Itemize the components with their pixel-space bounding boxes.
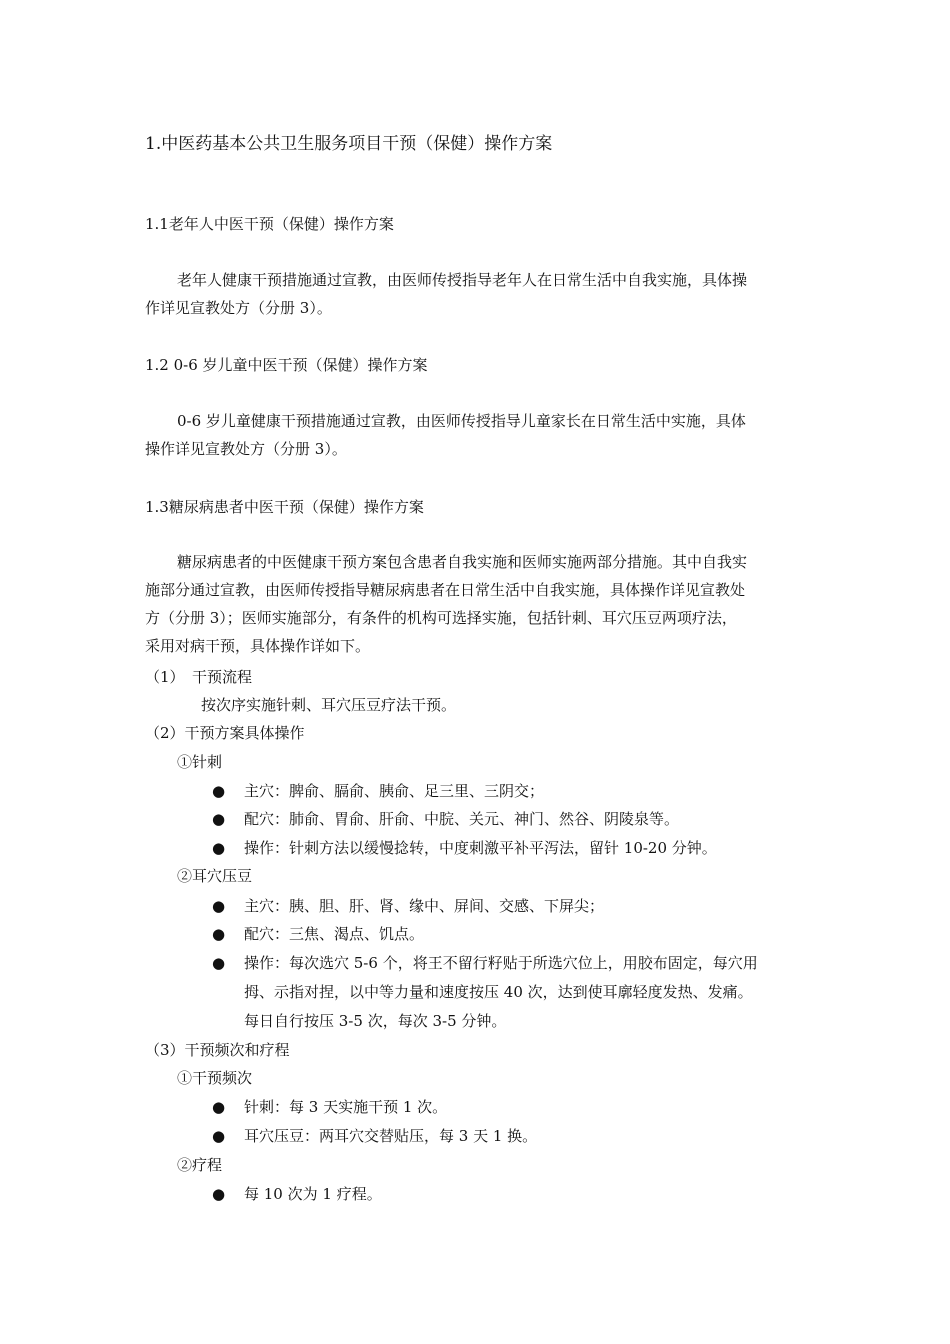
bullet-icon: ● bbox=[212, 954, 226, 972]
paragraph-line: 按次序实施针刺、耳穴压豆疗法干预。 bbox=[201, 696, 457, 714]
list-subheading: ②疗程 bbox=[177, 1156, 223, 1174]
bullet-icon: ● bbox=[212, 925, 226, 943]
list-item: 针刺：每 3 天实施干预 1 次。 bbox=[244, 1098, 448, 1116]
bullet-icon: ● bbox=[212, 810, 226, 828]
list-heading: （3）干预频次和疗程 bbox=[145, 1041, 290, 1059]
list-item: 主穴：脾俞、膈俞、胰俞、足三里、三阴交； bbox=[244, 782, 545, 800]
paragraph-line: 施部分通过宣教，由医师传授指导糖尿病患者在日常生活中自我实施，具体操作详见宣教处 bbox=[145, 581, 746, 599]
list-item: 操作：每次选穴 5-6 个，将王不留行籽贴于所选穴位上，用胶布固定，每穴用 bbox=[244, 954, 758, 972]
list-item: 每 10 次为 1 疗程。 bbox=[244, 1185, 382, 1203]
list-item: 配穴：肺俞、胃俞、肝俞、中脘、关元、神门、然谷、阴陵泉等。 bbox=[244, 810, 680, 828]
list-subheading: ①针刺 bbox=[177, 753, 223, 771]
list-heading: （1） 干预流程 bbox=[145, 668, 253, 686]
subsection-title: 1.3糖尿病患者中医干预（保健）操作方案 bbox=[145, 498, 424, 516]
paragraph-line: 0-6 岁儿童健康干预措施通过宣教，由医师传授指导儿童家长在日常生活中实施，具体 bbox=[177, 412, 746, 430]
list-item: 耳穴压豆：两耳穴交替贴压，每 3 天 1 换。 bbox=[244, 1127, 538, 1145]
bullet-icon: ● bbox=[212, 1185, 226, 1203]
subsection-title: 1.2 0-6 岁儿童中医干预（保健）操作方案 bbox=[145, 356, 428, 374]
list-item: 主穴：胰、胆、肝、肾、缘中、屏间、交感、下屏尖； bbox=[244, 897, 605, 915]
paragraph-line: 操作详见宣教处方（分册 3）。 bbox=[145, 440, 347, 458]
bullet-icon: ● bbox=[212, 782, 226, 800]
paragraph-line: 作详见宣教处方（分册 3）。 bbox=[145, 299, 332, 317]
paragraph-line: 方（分册 3）；医师实施部分，有条件的机构可选择实施，包括针刺、耳穴压豆两项疗法， bbox=[145, 609, 737, 627]
list-item-continuation: 每日自行按压 3-5 次，每次 3-5 分钟。 bbox=[244, 1012, 507, 1030]
bullet-icon: ● bbox=[212, 1127, 226, 1145]
paragraph-line: 老年人健康干预措施通过宣教，由医师传授指导老年人在日常生活中自我实施，具体操 bbox=[177, 271, 748, 289]
paragraph-line: 糖尿病患者的中医健康干预方案包含患者自我实施和医师实施两部分措施。其中自我实 bbox=[177, 553, 748, 571]
list-subheading: ②耳穴压豆 bbox=[177, 867, 253, 885]
list-item: 配穴：三焦、渴点、饥点。 bbox=[244, 925, 425, 943]
section-title: 1.中医药基本公共卫生服务项目干预（保健）操作方案 bbox=[145, 134, 553, 154]
paragraph-line: 采用对病干预，具体操作详如下。 bbox=[145, 637, 371, 655]
list-item: 操作：针刺方法以缓慢捻转，中度刺激平补平泻法，留针 10-20 分钟。 bbox=[244, 839, 717, 857]
list-subheading: ①干预频次 bbox=[177, 1069, 253, 1087]
list-item-continuation: 拇、示指对捏，以中等力量和速度按压 40 次，达到使耳廓轻度发热、发痛。 bbox=[244, 983, 753, 1001]
bullet-icon: ● bbox=[212, 897, 226, 915]
bullet-icon: ● bbox=[212, 1098, 226, 1116]
subsection-title: 1.1老年人中医干预（保健）操作方案 bbox=[145, 215, 394, 233]
bullet-icon: ● bbox=[212, 839, 226, 857]
list-heading: （2）干预方案具体操作 bbox=[145, 724, 305, 742]
